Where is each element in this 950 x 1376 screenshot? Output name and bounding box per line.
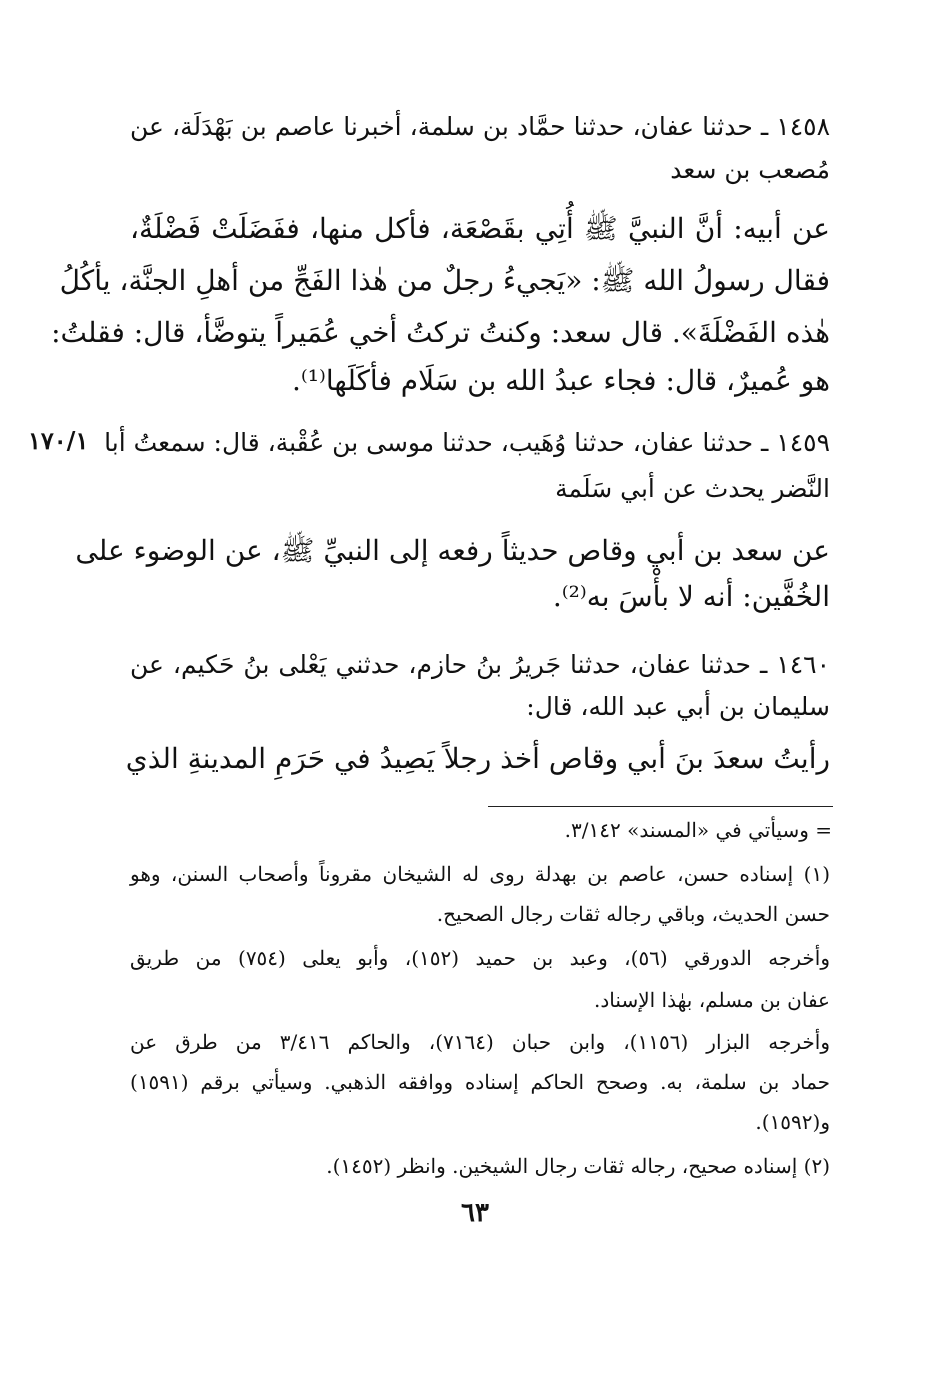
- hadith-1459-line-1: ١٤٥٩ ـ حدثنا عفان، حدثنا وُهَيب، حدثنا موسى بن عُقْبة، قال: سمعتُ أبا: [104, 428, 830, 457]
- hadith-1459-matn-2: الخُفَّين: أنه لا بأْسَ به⁽²⁾.: [552, 580, 830, 613]
- margin-reference: ١٧٠/١: [28, 426, 89, 455]
- footnote-1-line-2: حسن الحديث، وباقي رجاله ثقات رجال الصحيح.: [436, 902, 830, 926]
- hadith-1458-matn-4: هو عُميرٌ، قال: فجاء عبدُ الله بن سَلَام فأكَلَها⁽¹⁾.: [291, 364, 830, 397]
- hadith-1459-line-2: النَّضر يحدث عن أبي سَلَمة: [555, 474, 830, 503]
- footnote-1-line-3: وأخرجه الدورقي (٥٦)، وعبد بن حميد (١٥٢)، وأبو يعلى (٧٥٤) من طريق: [130, 946, 830, 970]
- footnote-1-line-4: عفان بن مسلم، بهٰذا الإسناد.: [594, 988, 830, 1012]
- hadith-1458-line-2: مُصعب بن سعد: [670, 155, 830, 184]
- footnote-1-line-6: حماد بن سلمة، به. وصحح الحاكم إسناده ووافقه الذهبي. وسيأتي برقم (١٥٩١): [130, 1070, 830, 1094]
- footnote-rule: [488, 806, 833, 807]
- footnote-1-line-7: و(١٥٩٢).: [755, 1110, 830, 1134]
- footnote-continuation: = وسيأتي في «المسند» ٣/١٤٢.: [564, 818, 832, 842]
- hadith-1460-line-2: سليمان بن أبي عبد الله، قال:: [526, 692, 830, 721]
- page-number: ٦٣: [461, 1198, 489, 1228]
- hadith-1458-matn-1: عن أبيه: أنَّ النبيَّ ﷺ أُتِي بقَصْعَة، فأكل منها، ففَضَلَتْ فَضْلَةٌ،: [130, 212, 830, 245]
- hadith-1460-line-1: ١٤٦٠ ـ حدثنا عفان، حدثنا جَريرُ بنُ حازم، حدثني يَعْلى بنُ حَكيم، عن: [130, 650, 830, 679]
- footnote-1-line-1: (١) إسناده حسن، عاصم بن بهدلة روى له الشيخان مقروناً وأصحاب السنن، وهو: [130, 862, 830, 886]
- footnote-2: (٢) إسناده صحيح، رجاله ثقات رجال الشيخين. وانظر (١٤٥٢).: [326, 1154, 830, 1178]
- footnote-1-line-5: وأخرجه البزار (١١٥٦)، وابن حبان (٧١٦٤)، والحاكم ٣/٤١٦ من طرق عن: [130, 1030, 831, 1054]
- hadith-1458-line-1: ١٤٥٨ ـ حدثنا عفان، حدثنا حمَّاد بن سلمة، أخبرنا عاصم بن بَهْدَلَة، عن: [130, 112, 830, 141]
- hadith-1460-matn-1: رأيتُ سعدَ بنَ أبي وقاص أخذ رجلاً يَصِيدُ في حَرَمِ المدينةِ الذي: [125, 742, 830, 775]
- hadith-1459-matn-1: عن سعد بن أبي وقاص حديثاً رفعه إلى النبيِّ ﷺ، عن الوضوء على: [75, 534, 830, 567]
- hadith-1458-matn-3: هٰذه الفَضْلَةَ». قال سعد: وكنتُ تركتُ أخي عُمَيراً يتوضَّأ، قال: فقلتُ:: [51, 316, 830, 349]
- hadith-1458-matn-2: فقال رسولُ الله ﷺ: «يَجيءُ رجلٌ من هٰذا الفَجِّ من أهلِ الجنَّة، يأكُلُ: [59, 264, 830, 297]
